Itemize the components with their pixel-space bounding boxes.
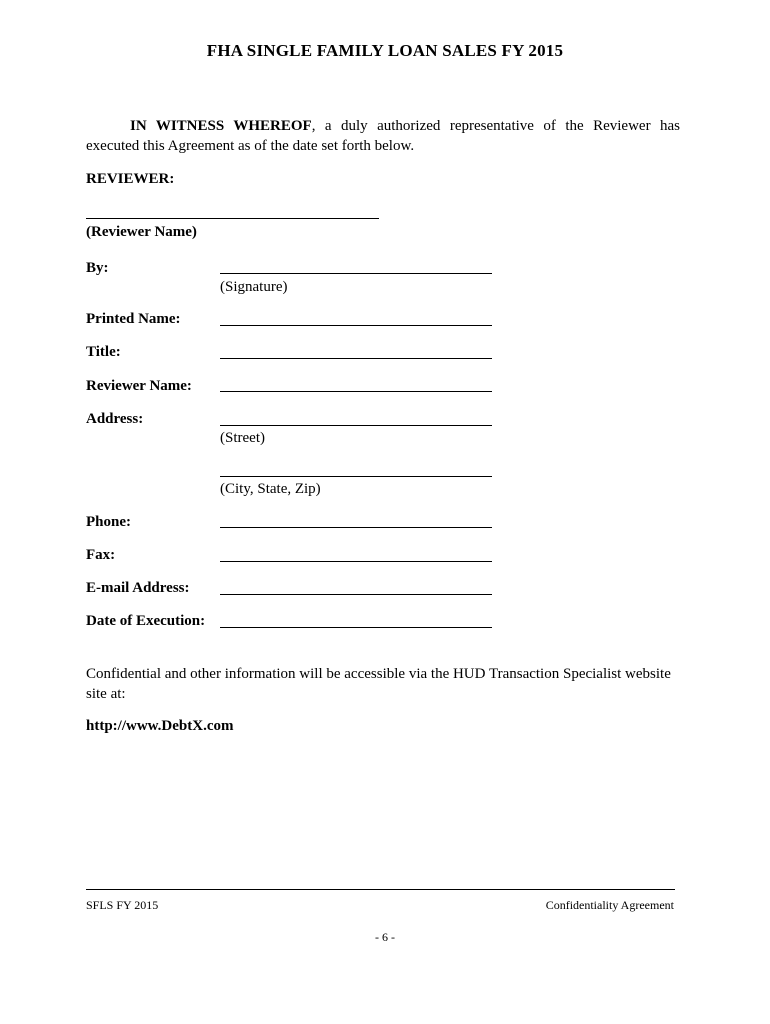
- page-number: - 6 -: [375, 930, 395, 944]
- footer-right: Confidentiality Agreement: [545, 898, 674, 912]
- email-label: E-mail Address:: [86, 580, 190, 596]
- reviewer-name-line[interactable]: [86, 218, 379, 219]
- title-label: Title:: [86, 344, 121, 360]
- signature-line[interactable]: [220, 273, 492, 274]
- phone-line[interactable]: [220, 527, 492, 528]
- fax-line[interactable]: [220, 561, 492, 562]
- city-state-zip-caption: (City, State, Zip): [220, 481, 321, 497]
- street-line[interactable]: [220, 425, 492, 426]
- email-line[interactable]: [220, 594, 492, 595]
- street-caption: (Street): [220, 430, 265, 446]
- printed-name-label: Printed Name:: [86, 311, 181, 327]
- date-of-execution-line[interactable]: [220, 627, 492, 628]
- witness-paragraph: [86, 116, 680, 156]
- website-link[interactable]: http://www.DebtX.com: [86, 718, 234, 734]
- title-line[interactable]: [220, 358, 492, 359]
- reviewer-name-caption: (Reviewer Name): [86, 224, 197, 240]
- reviewer-heading: REVIEWER:: [86, 171, 175, 187]
- footer-rule: [86, 889, 675, 890]
- witness-text: , a duly authorized representative of the Reviewer has executed this Agreement as of the date set forth below.: [86, 118, 680, 154]
- phone-label: Phone:: [86, 514, 131, 530]
- witness-lead: IN WITNESS WHEREOF: [130, 118, 312, 134]
- footer-left: SFLS FY 2015: [86, 898, 159, 912]
- printed-name-line[interactable]: [220, 325, 492, 326]
- fax-label: Fax:: [86, 547, 116, 563]
- address-label: Address:: [86, 411, 144, 427]
- signature-caption: (Signature): [220, 279, 288, 295]
- by-label: By:: [86, 260, 109, 276]
- date-of-execution-label: Date of Execution:: [86, 613, 206, 629]
- confidential-note: Confidential and other information will be accessible via the HUD Transaction Specialist website site at:: [86, 666, 671, 702]
- city-state-zip-line[interactable]: [220, 476, 492, 477]
- reviewer-name-field-line[interactable]: [220, 391, 492, 392]
- document-title: FHA SINGLE FAMILY LOAN SALES FY 2015: [206, 41, 564, 60]
- reviewer-name-label: Reviewer Name:: [86, 378, 192, 394]
